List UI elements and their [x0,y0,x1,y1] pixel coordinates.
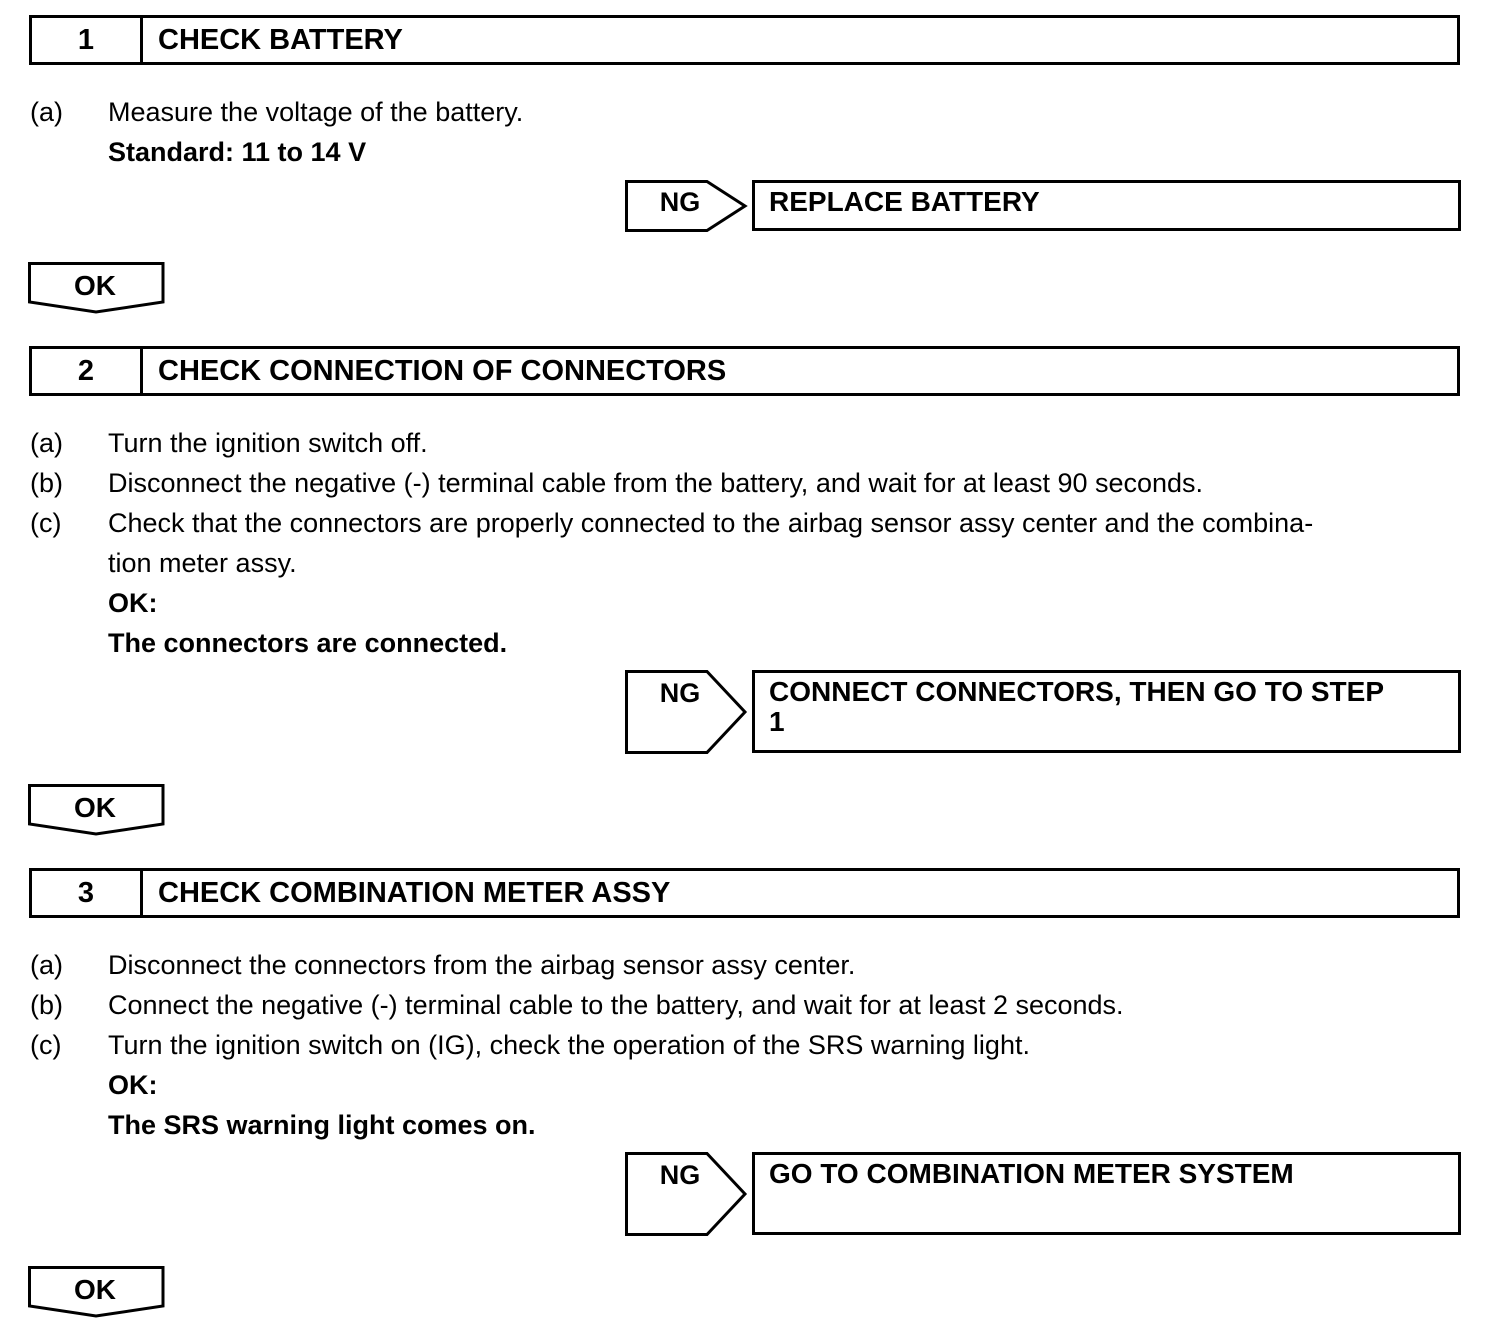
step-number: 3 [32,871,143,915]
ng-result-text: GO TO COMBINATION METER SYSTEM [769,1158,1294,1189]
ng-result-box [752,1152,1461,1235]
ng-result-box [752,180,1461,231]
instruction-text: Turn the ignition switch on (IG), check the operation of the SRS warning light. [108,1030,1030,1060]
instruction-label: (a) [30,950,63,980]
ok-criteria-label: OK: [108,1070,158,1100]
instruction-label: (c) [30,1030,62,1060]
standard-value: Standard: 11 to 14 V [108,137,367,167]
ng-result-box [752,670,1461,753]
ng-label: NG [659,678,701,708]
ng-result-text: 1 [769,706,785,737]
step-3-header [29,868,1460,918]
instruction-text: Disconnect the negative (-) terminal cable from the battery, and wait for at least 90 seconds. [108,468,1204,498]
ng-label: NG [659,1160,701,1190]
instruction-label: (b) [30,990,63,1020]
step-title: CHECK BATTERY [158,23,403,56]
ok-label: OK [74,270,116,301]
instruction-label: (a) [30,428,63,458]
ok-label: OK [74,1274,116,1305]
step-number: 1 [32,18,143,62]
instruction-label: (b) [30,468,63,498]
ok-criteria-text: The SRS warning light comes on. [108,1110,536,1140]
ok-criteria-label: OK: [108,588,158,618]
ng-result-text: REPLACE BATTERY [769,186,1040,217]
instruction-text: tion meter assy. [108,548,297,578]
instruction-text: Check that the connectors are properly connected to the airbag sensor assy center and the combina- [108,508,1314,538]
step-2-header [29,346,1460,396]
instruction-text: Connect the negative (-) terminal cable to the battery, and wait for at least 2 seconds. [108,990,1124,1020]
ok-label: OK [74,792,116,823]
ok-criteria-text: The connectors are connected. [108,628,508,658]
ng-result-text: CONNECT CONNECTORS, THEN GO TO STEP [769,676,1385,707]
step-1-header [29,15,1460,65]
step-title: CHECK CONNECTION OF CONNECTORS [158,354,727,387]
instruction-label: (a) [30,97,63,127]
instruction-text: Turn the ignition switch off. [108,428,428,458]
instruction-text: Measure the voltage of the battery. [108,97,524,127]
step-number: 2 [32,349,143,393]
instruction-label: (c) [30,508,62,538]
ng-label: NG [659,187,701,217]
step-title: CHECK COMBINATION METER ASSY [158,876,671,909]
instruction-text: Disconnect the connectors from the airbag sensor assy center. [108,950,856,980]
